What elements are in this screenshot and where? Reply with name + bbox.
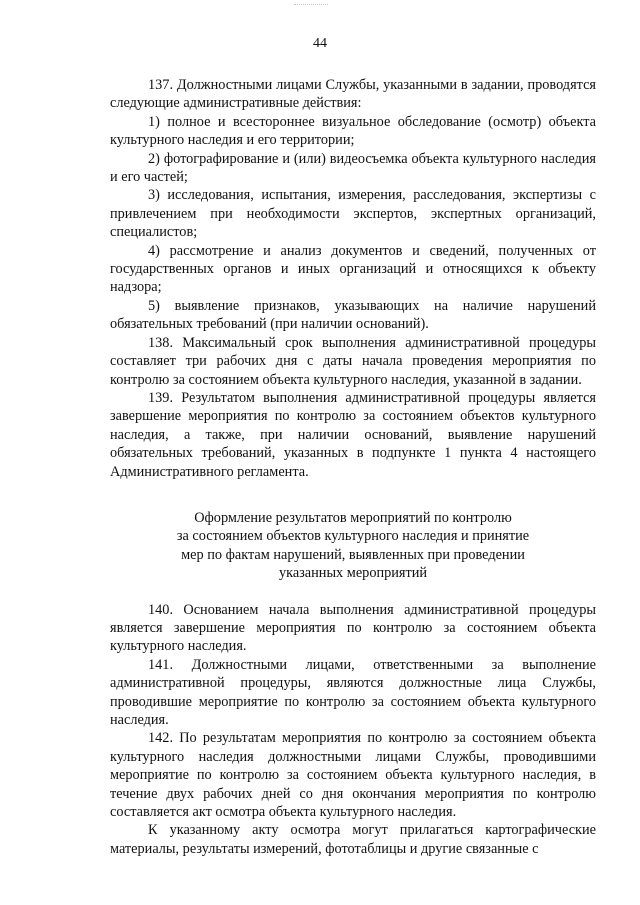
paragraph-attachments: К указанному акту осмотра могут прилагаться картографические материалы, результаты измерений, фототаблицы и другие связанные с bbox=[110, 822, 596, 857]
list-item-2: 2) фотографирование и (или) видеосъемка объекта культурного наследия и его частей; bbox=[110, 150, 596, 186]
paragraph-138: 138. Максимальный срок выполнения административной процедуры составляет три рабочих дня с даты начала проведения мероприятия по контролю за состоянием объекта культурного наследия, указанной в задании. bbox=[110, 334, 596, 388]
section-heading-line: за состоянием объектов культурного наследия и принятие bbox=[176, 528, 530, 545]
paragraph-142: 142. По результатам мероприятия по контролю за состоянием объекта культурного наследия должностными лицами Службы, проводившими мероприятие по контролю за состоянием объекта культурного наследия, в течение двух рабочих дней со дня окончания мероприятия по контролю составляется акт осмотра объекта культурного наследия. bbox=[110, 730, 596, 821]
document-body bbox=[110, 76, 596, 858]
paragraph-141: 141. Должностными лицами, ответственными за выполнение административной процедуры, являются должностные лица Службы, проводившие мероприятие по контролю за состоянием объекта культурного наследия. bbox=[110, 656, 596, 728]
paragraph-137: 137. Должностными лицами Службы, указанными в задании, проводятся следующие административные действия: bbox=[110, 77, 596, 112]
page-number: 44 bbox=[313, 36, 327, 51]
list-item-1: 1) полное и всестороннее визуальное обследование (осмотр) объекта культурного наследия и его территории; bbox=[110, 113, 596, 149]
list-item-4: 4) рассмотрение и анализ документов и сведений, полученных от государственных органов и иных организаций и относящихся к объекту надзора; bbox=[110, 242, 596, 296]
section-heading-line: указанных мероприятий bbox=[278, 565, 428, 582]
paragraph-140: 140. Основанием начала выполнения административной процедуры является завершение мероприятия по контролю за состоянием объекта культурного наследия. bbox=[110, 601, 596, 655]
section-heading-line: мер по фактам нарушений, выявленных при проведении bbox=[181, 546, 525, 563]
paragraph-139: 139. Результатом выполнения административной процедуры является завершение мероприятия по контролю за состоянием объектов культурного наследия, а также, при наличии оснований, выявление нарушений обязательных требований, указанных в подпункте 1 пункта 4 настоящего Административного регламента. bbox=[110, 389, 596, 480]
section-heading bbox=[110, 509, 596, 583]
scan-artifact bbox=[294, 4, 328, 11]
section-heading-line: Оформление результатов мероприятий по контролю bbox=[194, 509, 512, 526]
list-item-5: 5) выявление признаков, указывающих на наличие нарушений обязательных требований (при наличии оснований). bbox=[110, 297, 596, 333]
list-item-3: 3) исследования, испытания, измерения, расследования, экспертизы с привлечением при необходимости экспертов, экспертных организаций, специалистов; bbox=[110, 187, 596, 241]
